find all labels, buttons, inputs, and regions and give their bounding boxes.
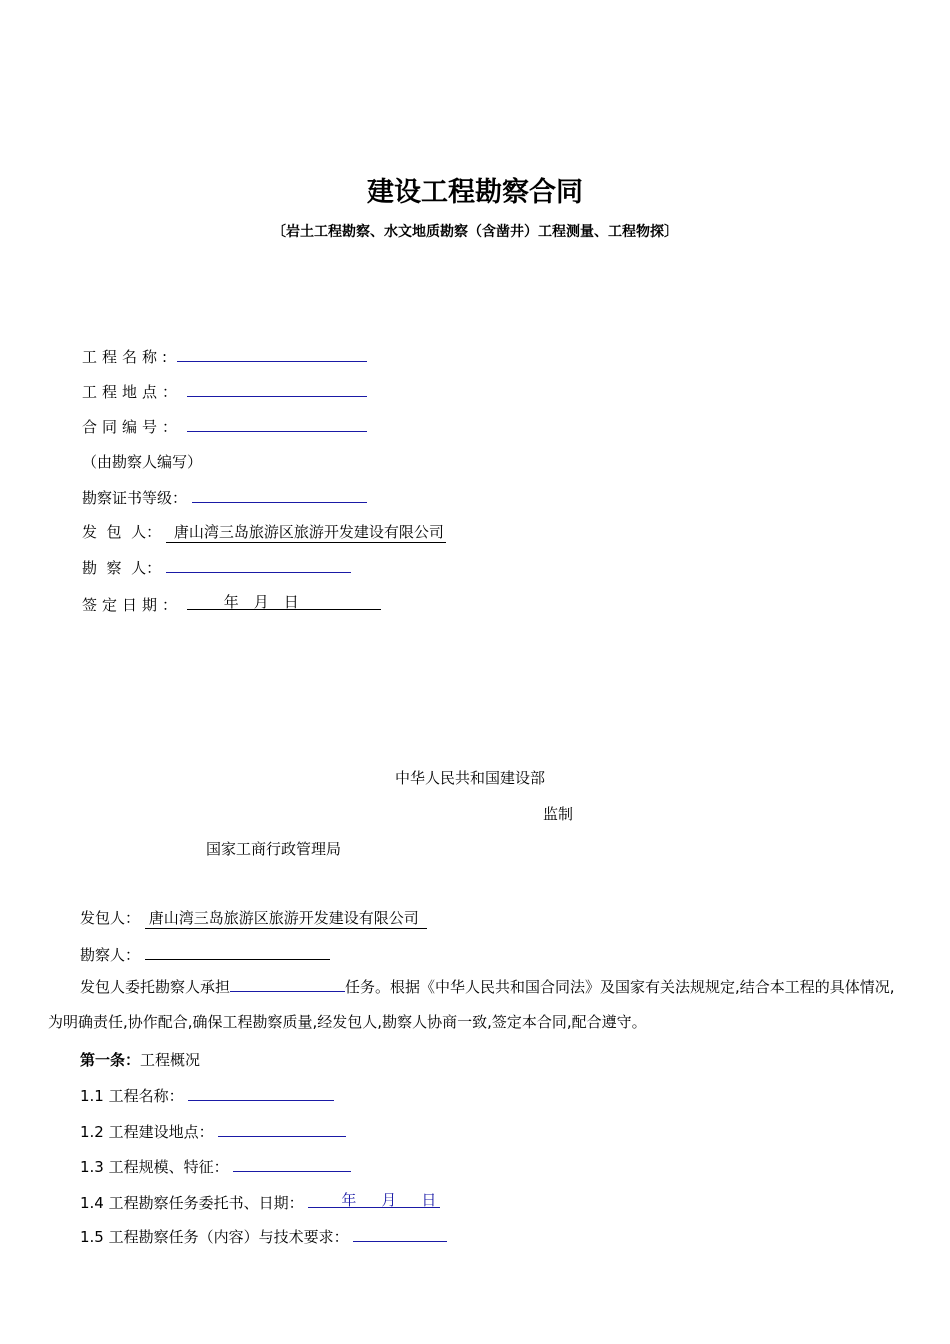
item-1-5-field[interactable] <box>353 1225 447 1242</box>
item-1-4-month: 月 <box>381 1191 397 1209</box>
body-surveyor-field[interactable] <box>145 943 330 960</box>
task-field[interactable] <box>230 975 345 992</box>
contract-no-label: 合同编号： <box>82 418 183 436</box>
sign-date-year: 年 <box>223 593 239 611</box>
document-subtitle: 〔岩土工程勘察、水文地质勘察（含凿井）工程测量、工程物探〕 <box>272 224 678 240</box>
contract-no-row <box>82 415 367 437</box>
body-surveyor-row <box>80 943 330 965</box>
item-1-5-label: 1.5 工程勘察任务（内容）与技术要求： <box>80 1228 349 1246</box>
project-location-row <box>82 380 367 402</box>
item-1-1-row <box>80 1084 334 1106</box>
surveyor-field[interactable] <box>166 556 351 573</box>
item-1-2-row <box>80 1120 346 1142</box>
issuer-ministry: 中华人民共和国建设部 <box>395 769 546 787</box>
article-1-heading <box>80 1049 200 1070</box>
employer-value: 唐山湾三岛旅游区旅游开发建设有限公司 <box>166 521 446 543</box>
sign-date-field[interactable] <box>187 592 381 610</box>
contract-no-note: （由勘察人编写） <box>82 453 203 471</box>
cert-level-row <box>82 486 367 508</box>
project-name-row <box>82 345 367 367</box>
item-1-4-day: 日 <box>421 1191 437 1209</box>
article-1-text: 工程概况 <box>140 1051 201 1069</box>
item-1-4-year: 年 <box>341 1191 357 1209</box>
project-name-label: 工程名称: <box>82 348 173 366</box>
sign-date-row <box>82 592 381 615</box>
item-1-4-label: 1.4 工程勘察任务委托书、日期： <box>80 1194 304 1212</box>
item-1-5-row <box>80 1225 447 1247</box>
item-1-3-row <box>80 1155 351 1177</box>
item-1-1-label: 1.1 工程名称： <box>80 1087 184 1105</box>
item-1-3-label: 1.3 工程规模、特征： <box>80 1158 229 1176</box>
project-name-field[interactable] <box>177 345 367 362</box>
issuer-supervise: 监制 <box>543 805 574 823</box>
sign-date-month: 月 <box>253 593 269 611</box>
cert-level-label: 勘察证书等级： <box>82 489 188 507</box>
surveyor-label: 勘 察 人： <box>82 559 162 577</box>
employer-label: 发 包 人： <box>82 523 162 541</box>
item-1-4-date-field[interactable] <box>308 1190 440 1208</box>
surveyor-row <box>82 556 351 578</box>
employer-row <box>82 521 446 543</box>
intro-post: 任务。根据《中华人民共和国合同法》及国家有关法规规定,结合本工程的具体情况,为明确责任,协作配合,确保工程勘察质量,经发包人,勘察人协商一致,签定本合同,配合遵守。 <box>48 978 895 1031</box>
item-1-4-row <box>80 1190 440 1213</box>
body-employer-label: 发包人： <box>80 909 141 927</box>
issuer-admin: 国家工商行政管理局 <box>206 840 342 858</box>
body-employer-value: 唐山湾三岛旅游区旅游开发建设有限公司 <box>145 907 427 929</box>
cert-level-field[interactable] <box>192 486 367 503</box>
item-1-1-field[interactable] <box>188 1084 334 1101</box>
project-location-field[interactable] <box>187 380 367 397</box>
article-1-title: 第一条： <box>80 1051 141 1069</box>
item-1-2-label: 1.2 工程建设地点： <box>80 1123 214 1141</box>
sign-date-label: 签定日期： <box>82 596 183 614</box>
item-1-3-field[interactable] <box>233 1155 351 1172</box>
item-1-2-field[interactable] <box>218 1120 346 1137</box>
intro-pre: 发包人委托勘察人承担 <box>80 978 231 996</box>
project-location-label: 工程地点： <box>82 383 183 401</box>
intro-paragraph <box>48 970 898 1040</box>
sign-date-day: 日 <box>283 593 299 611</box>
body-employer-row <box>80 907 427 929</box>
body-surveyor-label: 勘察人： <box>80 946 141 964</box>
contract-no-field[interactable] <box>187 415 367 432</box>
document-title: 建设工程勘察合同 <box>367 177 583 208</box>
